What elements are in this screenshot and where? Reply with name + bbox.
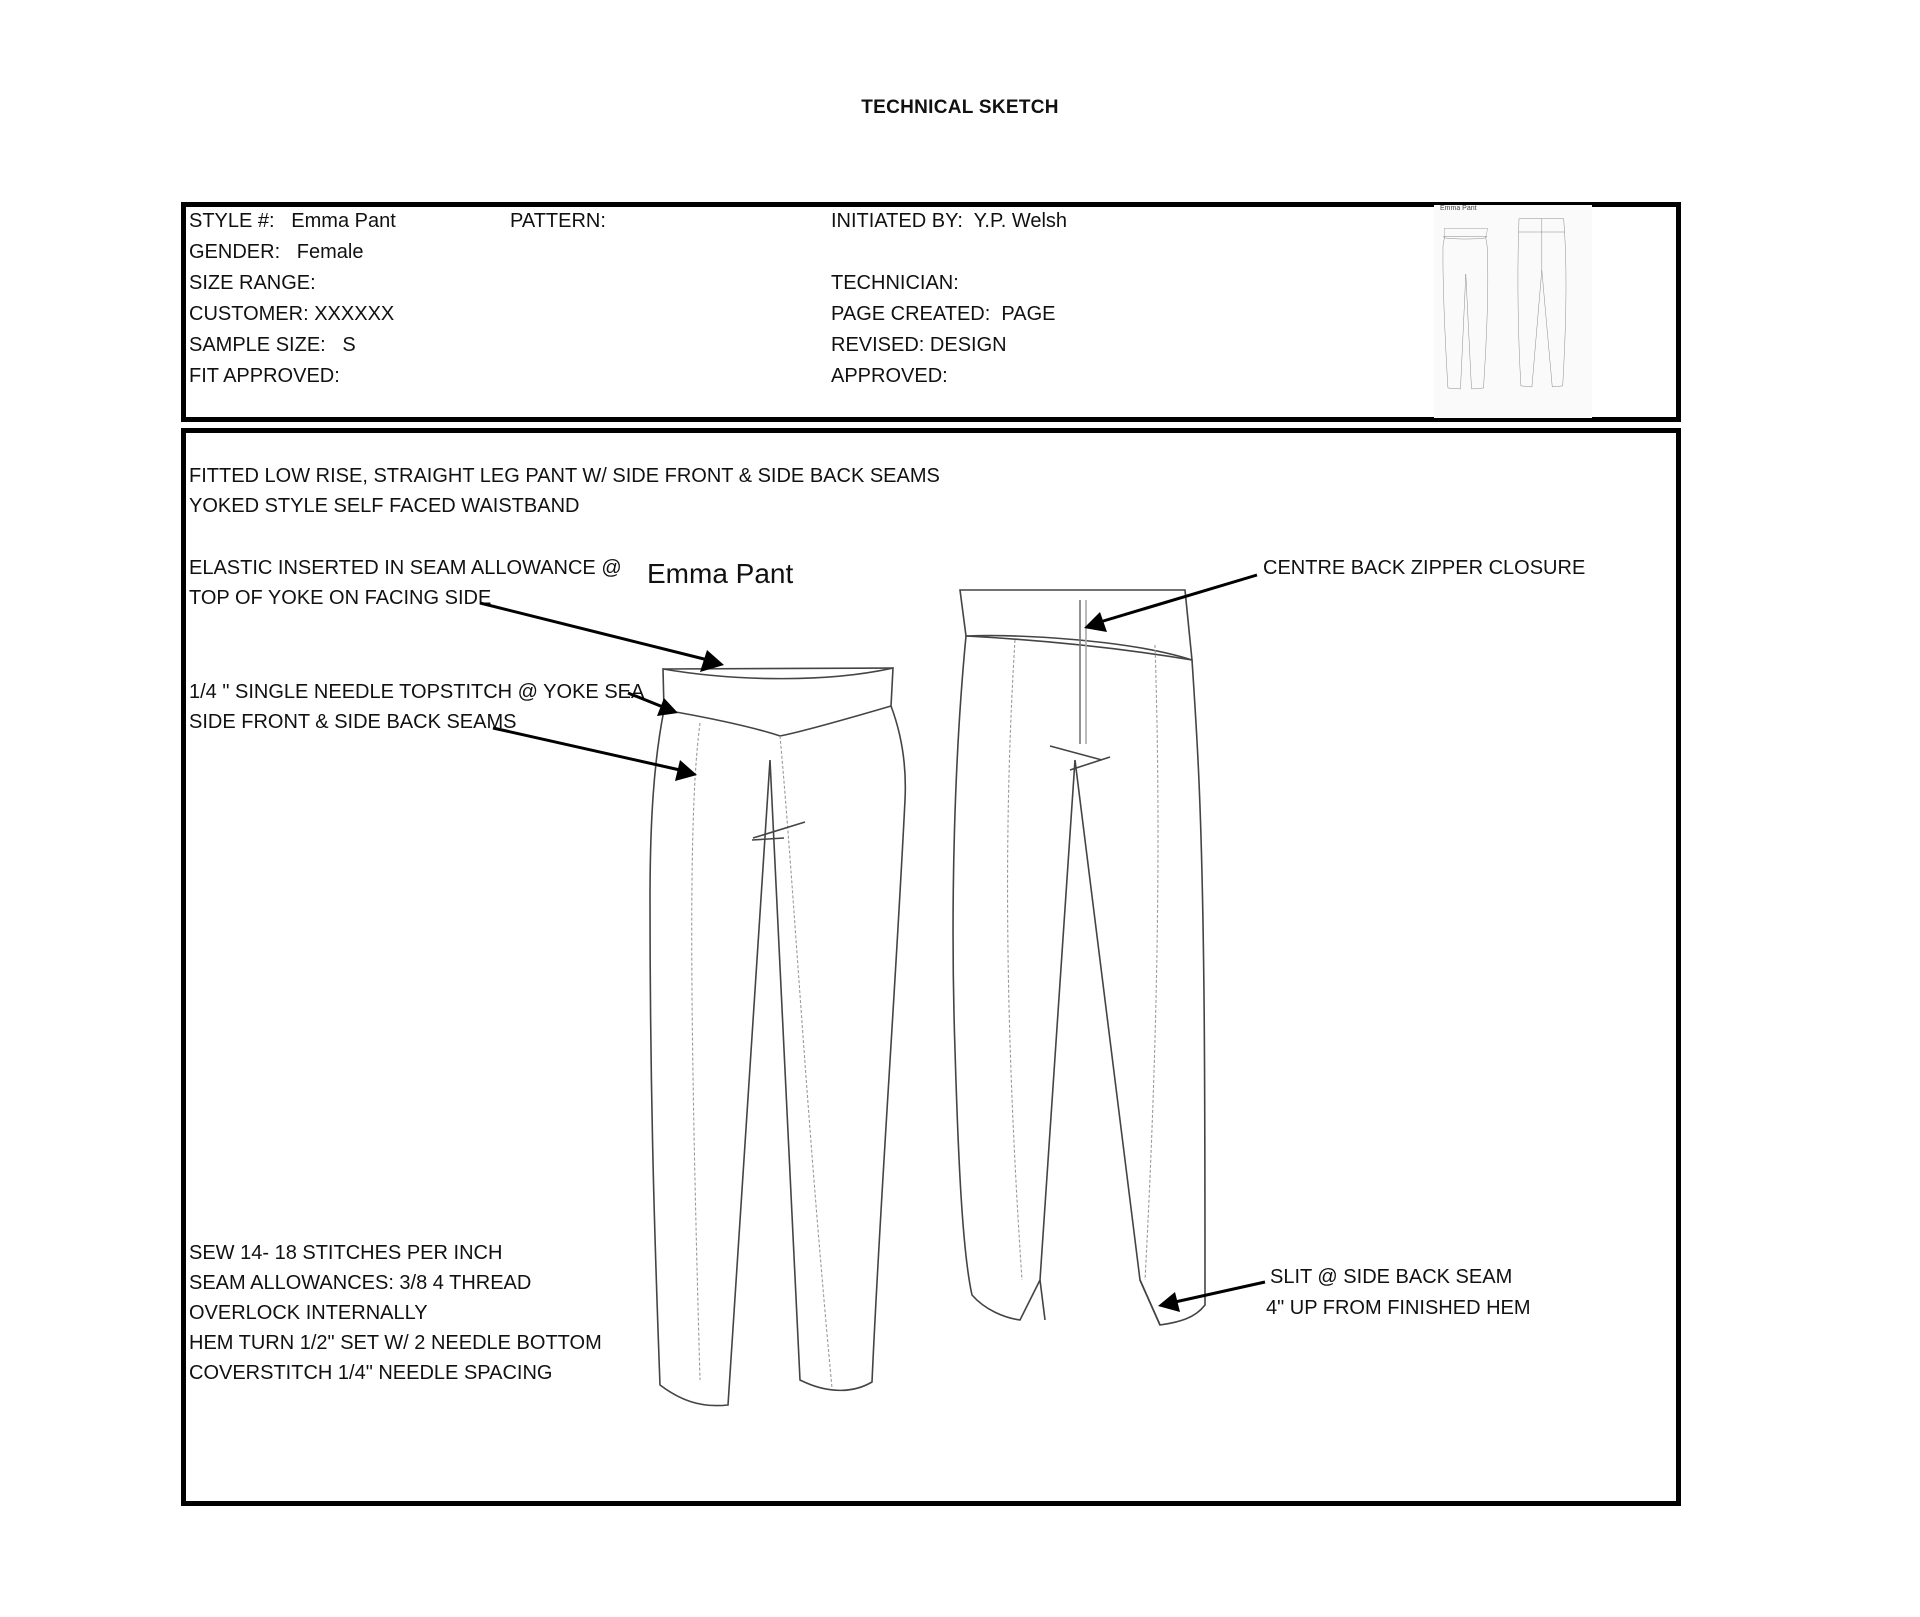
fit-approved-label: FIT APPROVED: — [189, 365, 340, 387]
style-label: STYLE #: — [189, 210, 275, 232]
sample-size-value: S — [342, 334, 356, 356]
size-range-label: SIZE RANGE: — [189, 272, 316, 294]
technician-label: TECHNICIAN: — [831, 272, 959, 294]
construction-note: SEAM ALLOWANCES: 3/8 4 THREAD — [189, 1272, 532, 1294]
description-line-2: YOKED STYLE SELF FACED WAISTBAND — [189, 495, 580, 517]
topstitch-callout-line-2: SIDE FRONT & SIDE BACK SEAMS — [189, 711, 517, 733]
zipper-callout: CENTRE BACK ZIPPER CLOSURE — [1263, 557, 1586, 579]
thumbnail-label: Emma Pant — [1440, 205, 1477, 212]
pattern-label: PATTERN: — [510, 210, 606, 232]
gender-value: Female — [296, 241, 364, 263]
slit-callout-line-1: SLIT @ SIDE BACK SEAM — [1270, 1266, 1513, 1288]
description-line-1: FITTED LOW RISE, STRAIGHT LEG PANT W/ SIDE FRONT & SIDE BACK SEAMS — [189, 465, 940, 487]
construction-note: OVERLOCK INTERNALLY — [189, 1302, 428, 1324]
slit-callout-line-2: 4" UP FROM FINISHED HEM — [1266, 1297, 1531, 1319]
sample-size-label: SAMPLE SIZE: — [189, 334, 326, 356]
initiated-label: INITIATED BY: — [831, 210, 963, 232]
page-created-value: PAGE — [1001, 303, 1056, 325]
elastic-arrow — [480, 603, 724, 672]
zipper-arrow — [1084, 575, 1257, 632]
topstitch-arrow — [628, 693, 678, 716]
construction-note: SEW 14- 18 STITCHES PER INCH — [189, 1242, 503, 1264]
customer-label: CUSTOMER: — [189, 303, 309, 325]
gender-label: GENDER: — [189, 241, 281, 263]
page-created-label: PAGE CREATED: — [831, 303, 991, 325]
sketch-title: Emma Pant — [647, 558, 794, 589]
elastic-callout-line-1: ELASTIC INSERTED IN SEAM ALLOWANCE @ — [189, 557, 622, 579]
revised-value: DESIGN — [929, 334, 1007, 356]
customer-value: XXXXXX — [314, 303, 395, 325]
seam-arrow — [493, 728, 697, 781]
topstitch-callout-line-1: 1/4 " SINGLE NEEDLE TOPSTITCH @ YOKE SEA — [189, 681, 645, 703]
slit-arrow — [1158, 1282, 1265, 1312]
elastic-callout-line-2: TOP OF YOKE ON FACING SIDE — [189, 587, 492, 609]
page-title: TECHNICAL SKETCH — [861, 97, 1059, 118]
initiated-value: Y.P. Welsh — [973, 210, 1068, 232]
revised-label: REVISED: — [831, 334, 925, 356]
approved-label: APPROVED: — [831, 365, 948, 387]
style-value: Emma Pant — [291, 210, 396, 232]
construction-note: HEM TURN 1/2" SET W/ 2 NEEDLE BOTTOM — [189, 1332, 602, 1354]
construction-note: COVERSTITCH 1/4" NEEDLE SPACING — [189, 1362, 553, 1384]
